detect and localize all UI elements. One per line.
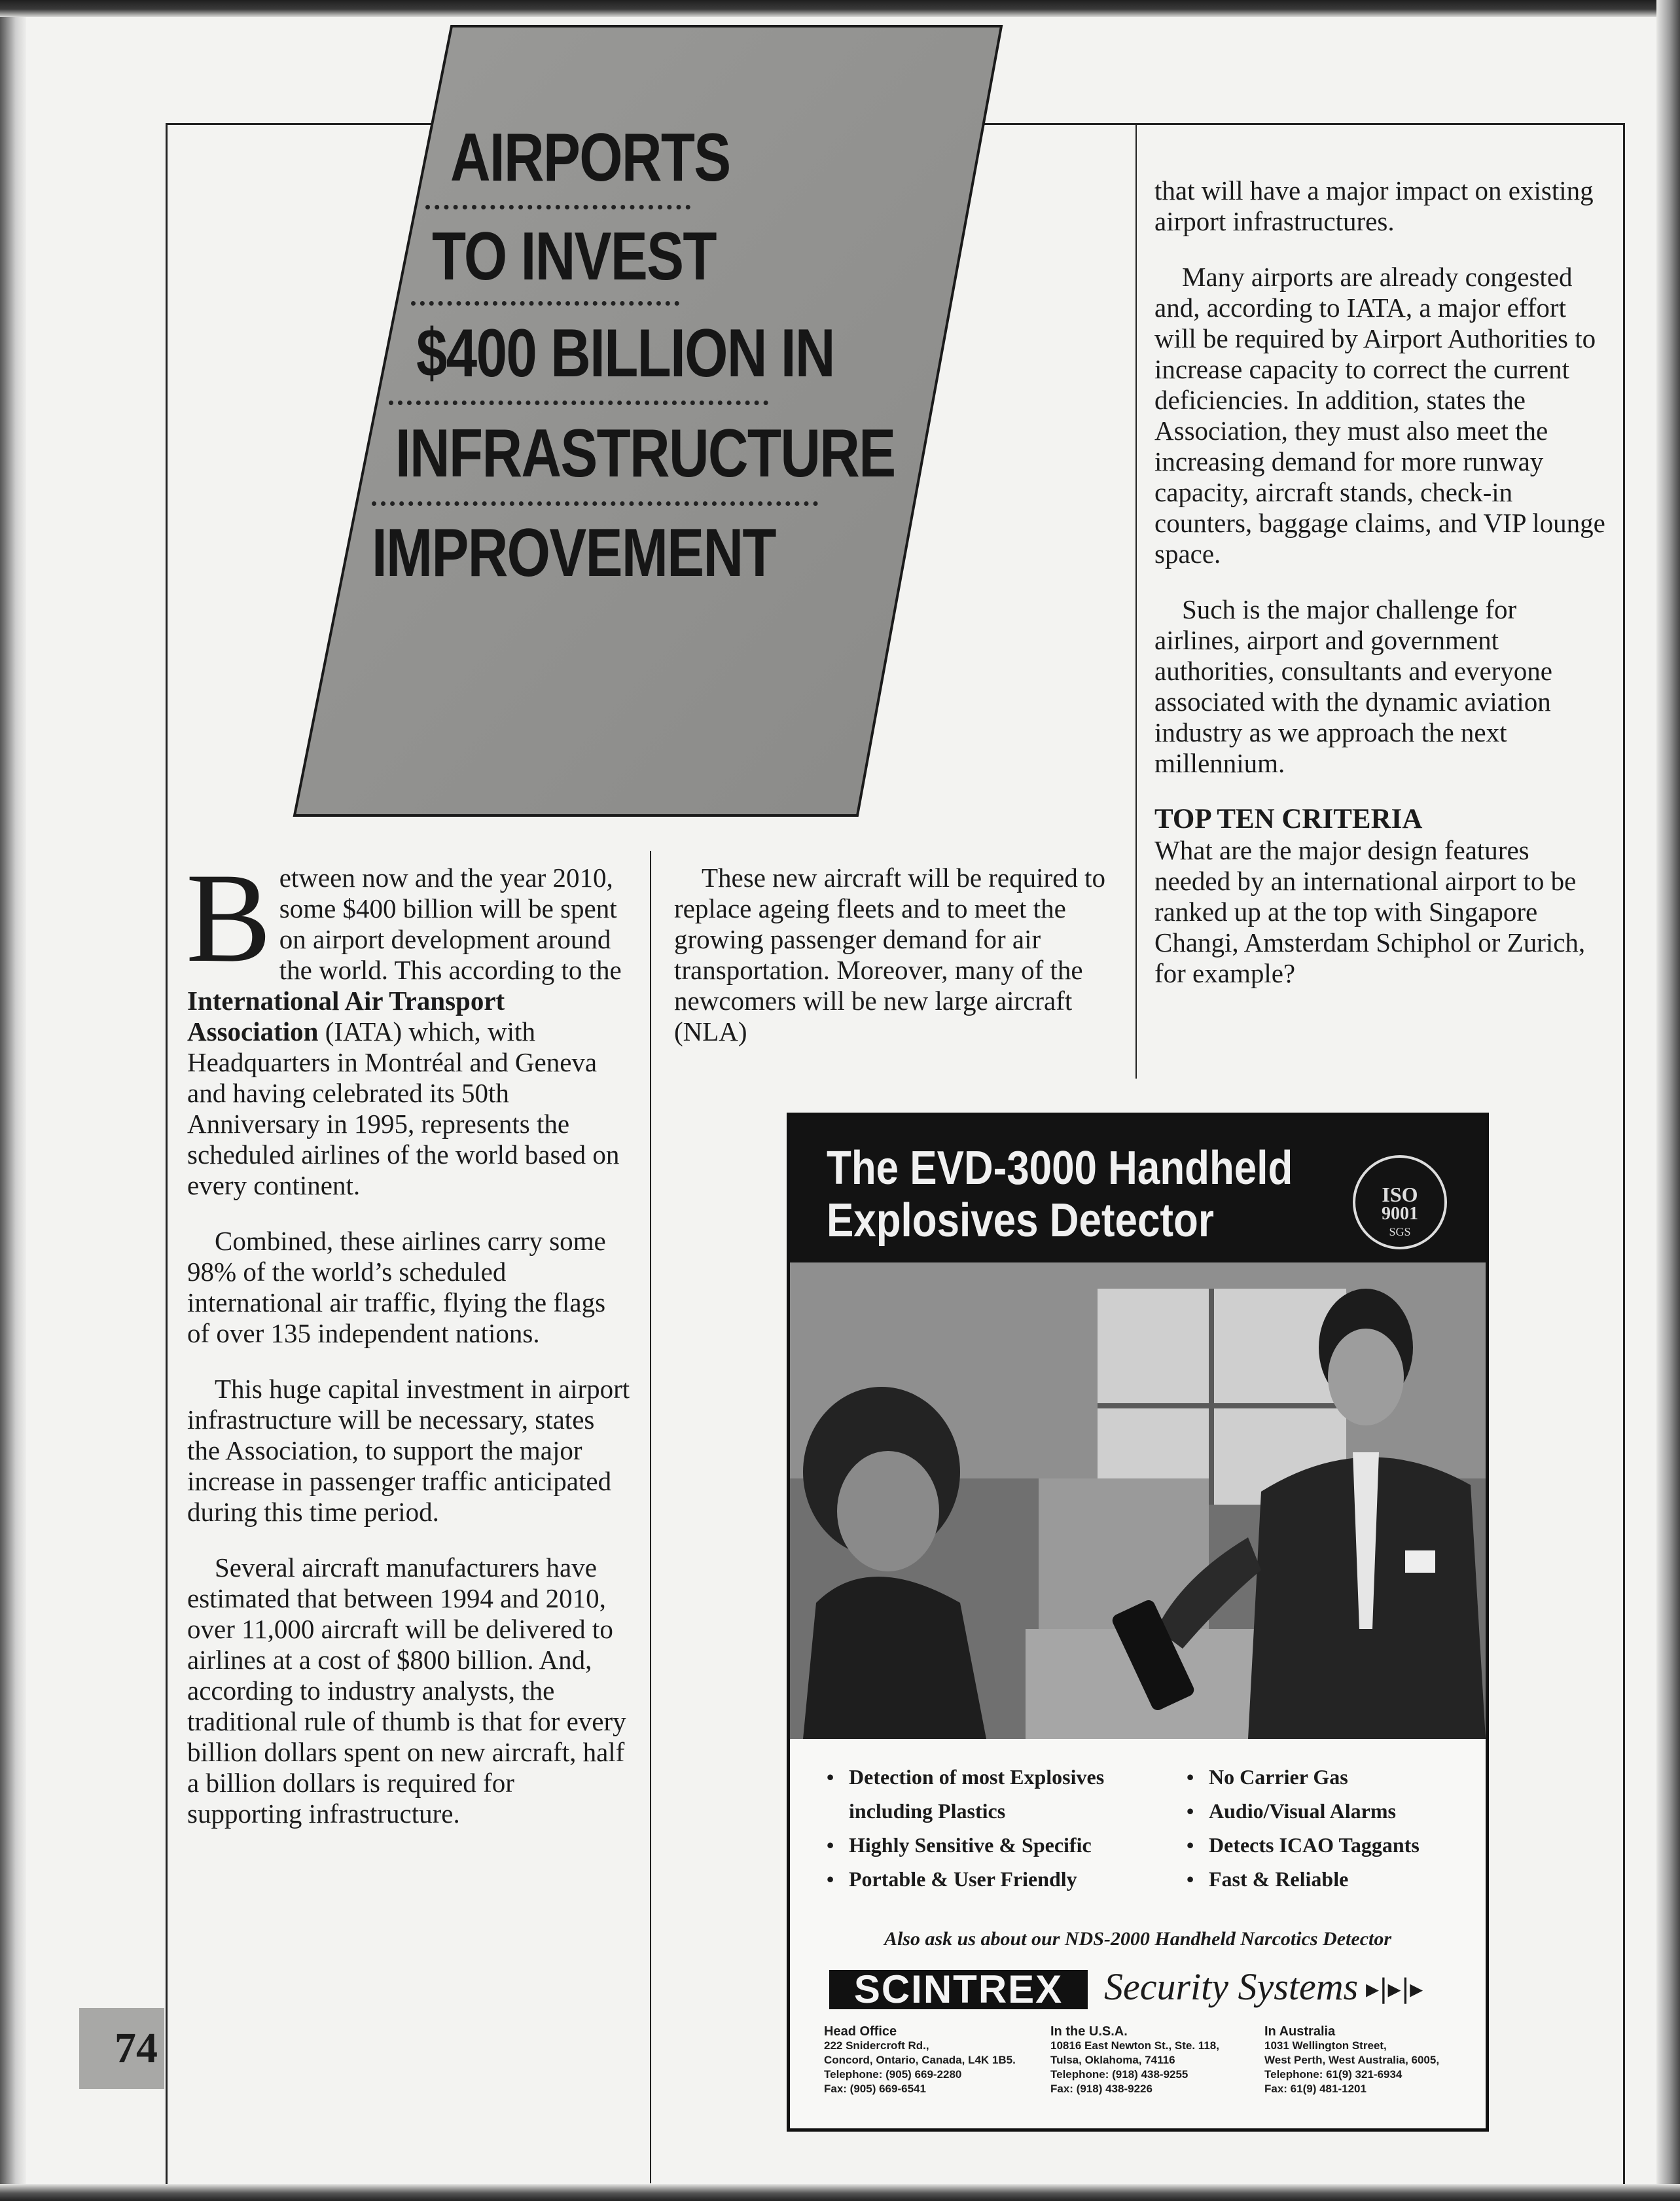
contact-line: Telephone: (905) 669-2280 (824, 2068, 962, 2081)
narcotics-detector-note: Also ask us about our NDS-2000 Handheld Narcotics Detector (884, 1928, 1392, 1950)
headline-line-3: $400 BILLION IN (416, 315, 834, 391)
column-rule-1 (650, 851, 651, 2183)
contact-heading: Head Office (824, 2024, 897, 2039)
headline-line-2: TO INVEST (432, 219, 716, 295)
intro-text: etween now and the year 2010, some $400 billion will be spent on airport development around the world. This according to the (279, 863, 622, 985)
contact-line: Fax: (918) 438-9226 (1050, 2083, 1153, 2095)
scintrex-logo: SCINTREX (829, 1970, 1088, 2009)
paragraph-2: Combined, these airlines carry some 98% of the world’s scheduled international air traffic, flying the flags of over 135 independent nations. (187, 1226, 606, 1348)
ad-photo (790, 1262, 1486, 1739)
contact-line: 222 Snidercroft Rd., (824, 2039, 929, 2052)
headline-dots-1 (425, 205, 690, 209)
paragraph-challenge: Such is the major challenge for airlines, airport and government authorities, consultants and everyone associated with the dynamic aviation industry as we approach the next millennium. (1154, 594, 1552, 778)
feature-list-right (1184, 1760, 1459, 1896)
paragraph-criteria: What are the major design features needed by an international airport to be ranked up at the top with Singapore Changi, Amsterdam Schiphol or Zurich, for example? (1154, 835, 1586, 988)
ad-title-line-1: The EVD-3000 Handheld (827, 1142, 1293, 1194)
contact-australia (1264, 2024, 1439, 2096)
headline-dots-2 (411, 301, 679, 306)
ad-header (790, 1116, 1486, 1262)
feature-item: • Detection of most Explosives including Plastics (824, 1760, 1164, 1828)
paragraph-intro (186, 847, 632, 1201)
contact-heading: In Australia (1264, 2024, 1336, 2039)
ad-photo-illustration (790, 1262, 1486, 1739)
page-number: 74 (79, 2008, 164, 2089)
ad-title-line-2: Explosives Detector (827, 1194, 1214, 1247)
feature-list-left (824, 1760, 1164, 1896)
drop-cap: B (186, 847, 272, 989)
contact-line: 1031 Wellington Street, (1264, 2039, 1387, 2052)
iso-number: 9001 (1382, 1204, 1418, 1224)
logo-tagline: Security Systems (1104, 1965, 1359, 2008)
paragraph-4: Several aircraft manufacturers have estimated that between 1994 and 2010, over 11,000 aircraft will be delivered to airlines at a cost of $800 billion. And, according to industry analysts, the traditional rule of thumb is that for every billion dollars spent on new aircraft, half a billion dollars is required for supporting infrastructure. (187, 1552, 626, 1829)
iata-name: International Air Transport Association (187, 986, 505, 1047)
feature-item: • Fast & Reliable (1184, 1862, 1459, 1896)
headline-dots-3 (389, 401, 768, 405)
iso-label: ISO (1382, 1183, 1418, 1206)
feature-item: • Highly Sensitive & Specific (824, 1828, 1164, 1862)
subhead-top-ten: TOP TEN CRITERIA (1154, 804, 1423, 834)
contact-usa (1050, 2024, 1219, 2096)
feature-item: • Detects ICAO Taggants (1184, 1828, 1459, 1862)
feature-item: • Audio/Visual Alarms (1184, 1794, 1459, 1828)
intro-text-cont: (IATA) which, with Headquarters in Montréal and Geneva and having celebrated its 50th Anniversary in 1995, represents the scheduled airlines of the world based on every continent. (187, 1016, 620, 1200)
evd-3000-advertisement (787, 1113, 1489, 2132)
headline-dots-4 (372, 501, 818, 506)
contact-line: West Perth, West Australia, 6005, (1264, 2054, 1440, 2066)
contact-line: Fax: (905) 669-6541 (824, 2083, 926, 2095)
contact-line: Tulsa, Oklahoma, 74116 (1050, 2054, 1175, 2066)
contact-heading: In the U.S.A. (1050, 2024, 1128, 2039)
contact-line: Fax: 61(9) 481-1201 (1264, 2083, 1367, 2095)
feature-item: • No Carrier Gas (1184, 1760, 1459, 1794)
page-bottom-edge (0, 2184, 1680, 2201)
iso-registrar: SGS (1389, 1225, 1411, 1238)
contact-line: 10816 East Newton St., Ste. 118, (1050, 2039, 1219, 2052)
feature-item: • Portable & User Friendly (824, 1862, 1164, 1896)
contact-line: Concord, Ontario, Canada, L4K 1B5. (824, 2054, 1016, 2066)
paragraph-3: This huge capital investment in airport infrastructure will be necessary, states the Association, to support the major increase in passenger traffic anticipated during this time period. (187, 1374, 630, 1527)
headline-line-5: IMPROVEMENT (372, 515, 776, 591)
paragraph-new-aircraft: These new aircraft will be required to replace ageing fleets and to meet the growing passenger demand for air transportation. Moreover, many of the newcomers will be new large aircraft (NLA) (674, 863, 1106, 1047)
paragraph-continued: that will have a major impact on existing airport infrastructures. (1154, 175, 1594, 236)
logo-arrows-icon: ▸|▸|▸ (1366, 1974, 1423, 2004)
paragraph-congestion: Many airports are already congested and, according to IATA, a major effort will be required by Airport Authorities to increase capacity to correct the current deficiencies. In addition, states the Association, they must also meet the increasing demand for more runway capacity, aircraft stands, check-in counters, baggage claims, and VIP lounge space. (1154, 262, 1605, 569)
contact-line: Telephone: (918) 438-9255 (1050, 2068, 1189, 2081)
headline-line-4: INFRASTRUCTURE (395, 416, 895, 492)
headline-line-1: AIRPORTS (450, 120, 730, 196)
contact-head-office (824, 2024, 1016, 2096)
article-column-2 (674, 863, 1119, 1072)
contact-line: Telephone: 61(9) 321-6934 (1264, 2068, 1403, 2081)
ad-title (827, 1142, 1293, 1247)
article-column-1 (186, 847, 632, 1854)
article-column-3 (1154, 175, 1606, 1014)
iso-9001-seal-icon (1353, 1155, 1447, 1249)
